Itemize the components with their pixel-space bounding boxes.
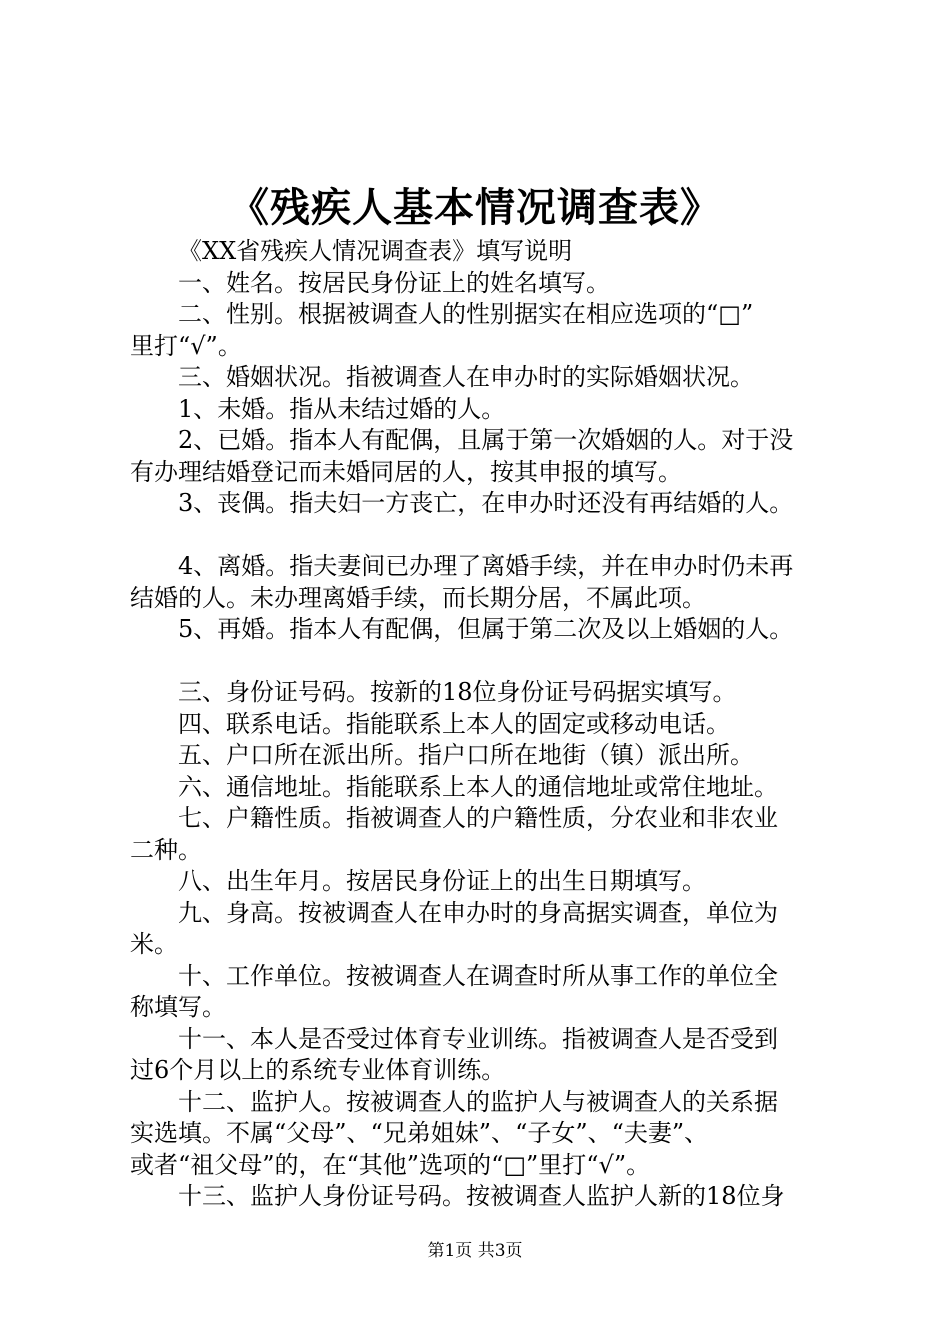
paragraph-line: 一、姓名。按居民身份证上的姓名填写。 [178,268,610,297]
page-number-footer: 第1页 共3页 [427,1241,523,1261]
paragraph-line: 有办理结婚登记而未婚同居的人，按其申报的填写。 [130,457,682,486]
paragraph-line: 过6个月以上的系统专业体育训练。 [130,1056,506,1084]
paragraph-line: 或者“祖父母”的，在“其他”选项的“□”里打“√”。 [130,1150,651,1179]
subtitle-line: 《XX省残疾人情况调查表》填写说明 [178,237,573,265]
paragraph-line: 二、性别。根据被调查人的性别据实在相应选项的“□” [178,300,754,328]
paragraph-line: 九、身高。按被调查人在申办时的身高据实调查，单位为 [178,898,778,927]
paragraph-line: 3、丧偶。指夫妇一方丧亡，在申办时还没有再结婚的人。 [178,489,794,517]
paragraph-line: 5、再婚。指本人有配偶，但属于第二次及以上婚姻的人。 [178,615,794,643]
paragraph-line: 2、已婚。指本人有配偶，且属于第一次婚姻的人。对于没 [178,426,794,454]
paragraph-line: 十一、本人是否受过体育专业训练。指被调查人是否受到 [178,1024,778,1053]
paragraph-line: 二种。 [130,835,202,864]
paragraph-line: 十三、监护人身份证号码。按被调查人监护人新的18位身 [178,1182,785,1210]
paragraph-line: 八、出生年月。按居民身份证上的出生日期填写。 [178,867,706,895]
paragraph-line: 十二、监护人。按被调查人的监护人与被调查人的关系据 [178,1087,778,1116]
paragraph-line: 三、身份证号码。按新的18位身份证号码据实填写。 [178,678,737,706]
document-body [130,236,830,1213]
paragraph-line: 三、婚姻状况。指被调查人在申办时的实际婚姻状况。 [178,363,754,391]
blank-line [130,520,830,552]
paragraph-line: 称填写。 [130,993,226,1021]
paragraph-line: 四、联系电话。指能联系上本人的固定或移动电话。 [178,709,730,738]
paragraph-line: 4、离婚。指夫妻间已办理了离婚手续，并在申办时仍未再 [178,552,794,580]
paragraph-line: 十、工作单位。按被调查人在调查时所从事工作的单位全 [178,961,778,990]
paragraph-line: 里打“√”。 [130,331,242,360]
paragraph-line: 1、未婚。指从未结过婚的人。 [178,394,506,423]
blank-line [130,646,830,678]
paragraph-line: 七、户籍性质。指被调查人的户籍性质，分农业和非农业 [178,804,778,832]
paragraph-line: 六、通信地址。指能联系上本人的通信地址或常住地址。 [178,772,778,801]
paragraph-line: 米。 [130,930,178,958]
paragraph-line: 结婚的人。未办理离婚手续，而长期分居，不属此项。 [130,583,706,612]
document-title: 《残疾人基本情况调查表》 [229,184,721,231]
paragraph-line: 五、户口所在派出所。指户口所在地街（镇）派出所。 [178,741,754,769]
paragraph-line: 实选填。不属“父母”、“兄弟姐妹”、“子女”、“夫妻”、 [130,1119,709,1147]
